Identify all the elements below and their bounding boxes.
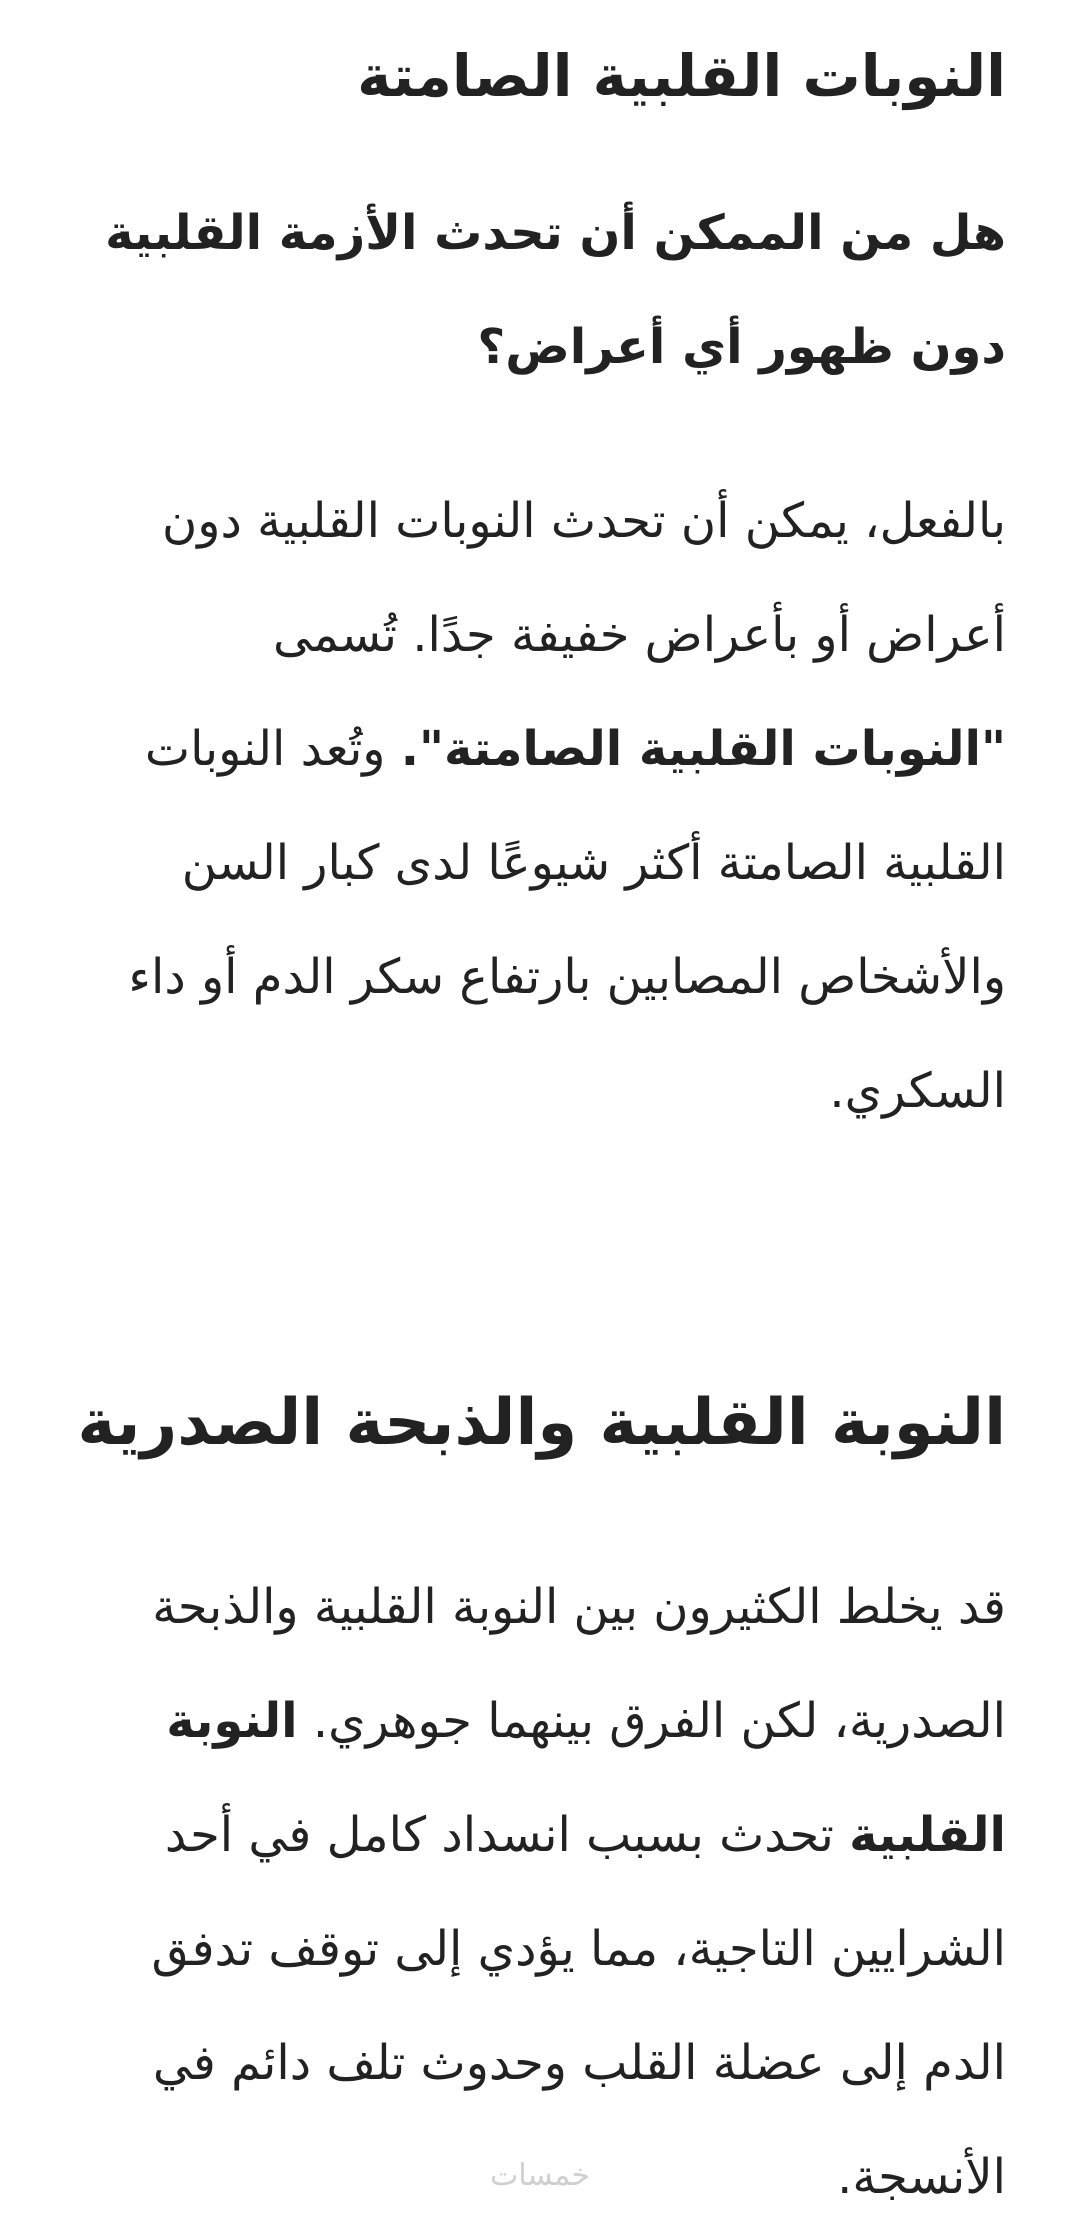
paragraph-bold-term: "النوبات القلبية الصامتة". xyxy=(400,721,1006,777)
page-title: النوبات القلبية الصامتة xyxy=(357,42,1006,110)
paragraph-heart-attack-vs-angina xyxy=(74,1550,1006,2232)
paragraph-silent-attacks xyxy=(74,464,1006,1148)
paragraph-text: تحدث بسبب انسداد كامل في أحد الشرايين التاجية، مما يؤدي إلى توقف تدفق الدم إلى عضلة القلب وحدوث تلف دائم في الأنسجة. xyxy=(151,1807,1006,2205)
paragraph-text: وتُعد النوبات القلبية الصامتة أكثر شيوعًا لدى كبار السن والأشخاص المصابين بارتفاع سكر الدم أو داء السكري. xyxy=(128,721,1006,1119)
watermark-logo: خمسات xyxy=(489,2158,591,2193)
section-heading: النوبة القلبية والذبحة الصدرية xyxy=(77,1386,1006,1460)
paragraph-text: قد يخلط الكثيرون بين النوبة القلبية والذبحة الصدرية، لكن الفرق بينهما جوهري. xyxy=(152,1579,1006,1749)
paragraph-text: بالفعل، يمكن أن تحدث النوبات القلبية دون أعراض أو بأعراض خفيفة جدًا. تُسمى xyxy=(162,493,1006,663)
article xyxy=(74,0,1006,2232)
paragraph-bold-term: النوبة القلبية xyxy=(166,1693,1006,1863)
question-heading: هل من الممكن أن تحدث الأزمة القلبية دون ظهور أي أعراض؟ xyxy=(105,205,1006,375)
